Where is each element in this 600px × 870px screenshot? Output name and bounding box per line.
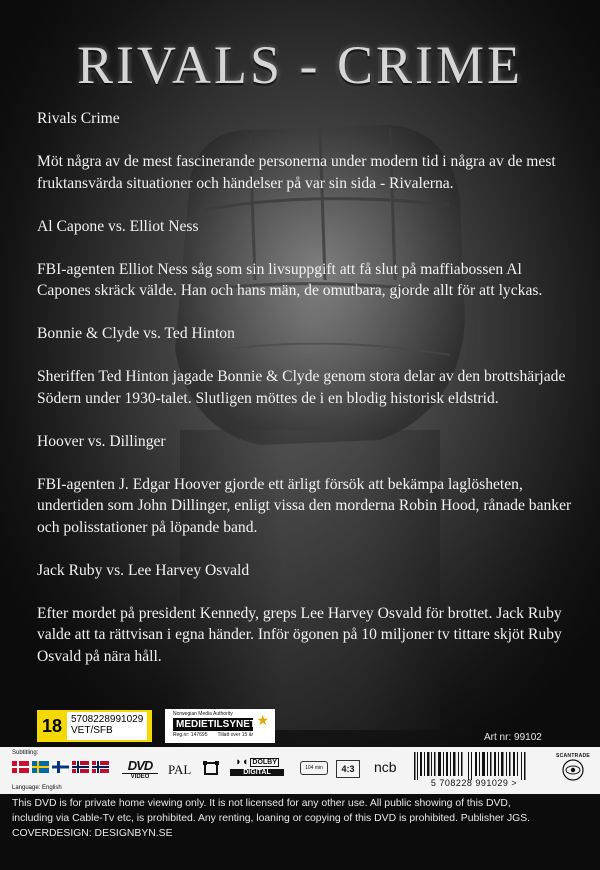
pal-logo: PAL <box>168 762 192 777</box>
cover-design-credit: COVERDESIGN: DESIGNBYN.SE <box>12 828 173 839</box>
medietilsynet-name: MEDIETILSYNET <box>173 718 253 731</box>
rating-barcode-text: 5708228991029 <box>71 714 144 725</box>
legal-line-2: including via Cable-Tv etc, is prohibited. Any renting, loaning or copying of this DVD is prohibited. Publisher JGS. <box>12 813 531 824</box>
dolby-digital-logo <box>230 756 284 776</box>
dvd-logo-text: DVD <box>127 758 153 773</box>
age-rating-number: 18 <box>41 715 63 736</box>
pair1-title: Al Capone vs. Elliot Ness <box>37 217 199 235</box>
double-d-icon: ◗◖ <box>235 756 249 768</box>
medietilsynet-top: Norwegian Media Authority <box>173 711 233 717</box>
age-rating-badge <box>37 710 152 742</box>
sweden-flag-icon <box>32 761 49 773</box>
pair4-title: Jack Ruby vs. Lee Harvey Osvald <box>37 561 250 579</box>
ncb-logo: ncb <box>374 759 397 775</box>
legal-footer <box>12 796 592 841</box>
dvd-logo-sub: VIDEO <box>122 773 158 780</box>
norway-flag-icon <box>72 761 89 773</box>
pair4-text: Efter mordet på president Kennedy, greps Lee Harvey Osvald för brottet. Jack Ruby valde att ta rättvisan i egna händer. Inför ögonen på 10 miljoner tv tittare skjöt Ruby Osvald på nära håll. <box>37 604 562 665</box>
star-icon: ★ <box>256 712 269 728</box>
synopsis <box>37 108 577 689</box>
age-rating-label <box>67 712 147 740</box>
medietilsynet-allowed: Tillatt over 15 år <box>217 732 254 738</box>
runtime-box: 104 min <box>300 761 328 775</box>
aspect-ratio-box: 4:3 <box>336 760 360 778</box>
article-number: Art nr: 99102 <box>484 732 542 743</box>
pair2-text: Sheriffen Ted Hinton jagade Bonnie & Clyde genom stora delar av den brottshärjade Södern under 1930-talet. Slutligen möttes de i en blodig historisk eldstrid. <box>37 368 566 407</box>
rating-vet-text: VET/SFB <box>71 725 113 736</box>
medietilsynet-reg: Reg.nr: 147695 <box>173 732 208 738</box>
pair2-title: Bonnie & Clyde vs. Ted Hinton <box>37 325 235 342</box>
pair1-text: FBI-agenten Elliot Ness såg som sin livsuppgift att få slut på maffiabossen Al Capones skräck välde. Han och hans män, de omutbara, gjorde allt för att lyckas. <box>37 260 543 299</box>
barcode <box>410 752 538 780</box>
norway-flag-icon <box>92 761 109 773</box>
scantrade-eye-icon <box>558 759 588 781</box>
medietilsynet-info <box>165 732 275 738</box>
medietilsynet-label <box>165 709 275 743</box>
language-label: Language: English <box>12 785 62 791</box>
dvd-video-logo <box>122 758 158 780</box>
scantrade-logo <box>554 753 592 786</box>
dolby-text: DOLBY <box>252 758 277 766</box>
legal-line-1: This DVD is for private home viewing only. It is not licensed for any other use. All public showing of this DVD, <box>12 798 511 809</box>
logo-strip <box>0 747 600 794</box>
scantrade-text: SCANTRADE <box>555 753 591 759</box>
pair3-title: Hoover vs. Dillinger <box>37 432 166 450</box>
finland-flag-icon <box>52 761 69 773</box>
digital-text: DIGITAL <box>230 769 284 776</box>
cover-title: RIVALS - CRIME <box>76 35 524 95</box>
synopsis-heading: Rivals Crime <box>37 110 120 127</box>
denmark-flag-icon <box>12 761 29 773</box>
synopsis-intro: Möt några av de mest fascinerande personerna under modern tid i några av de mest fruktansvärda situationer och händelser på var sin sida - Rivalerna. <box>37 153 556 192</box>
subtitling-label: Subtitling: <box>12 750 39 756</box>
pair3-text: FBI-agenten J. Edgar Hoover gjorde ett ärligt försök att bekämpa laglösheten, undertiden som John Dillinger, enligt vissa den morderna Robin Hood, rånade banker och polisstationer på löpande band. <box>37 475 572 536</box>
region-icon <box>203 760 219 776</box>
barcode-number: 5 708228 991029 > <box>430 778 518 788</box>
